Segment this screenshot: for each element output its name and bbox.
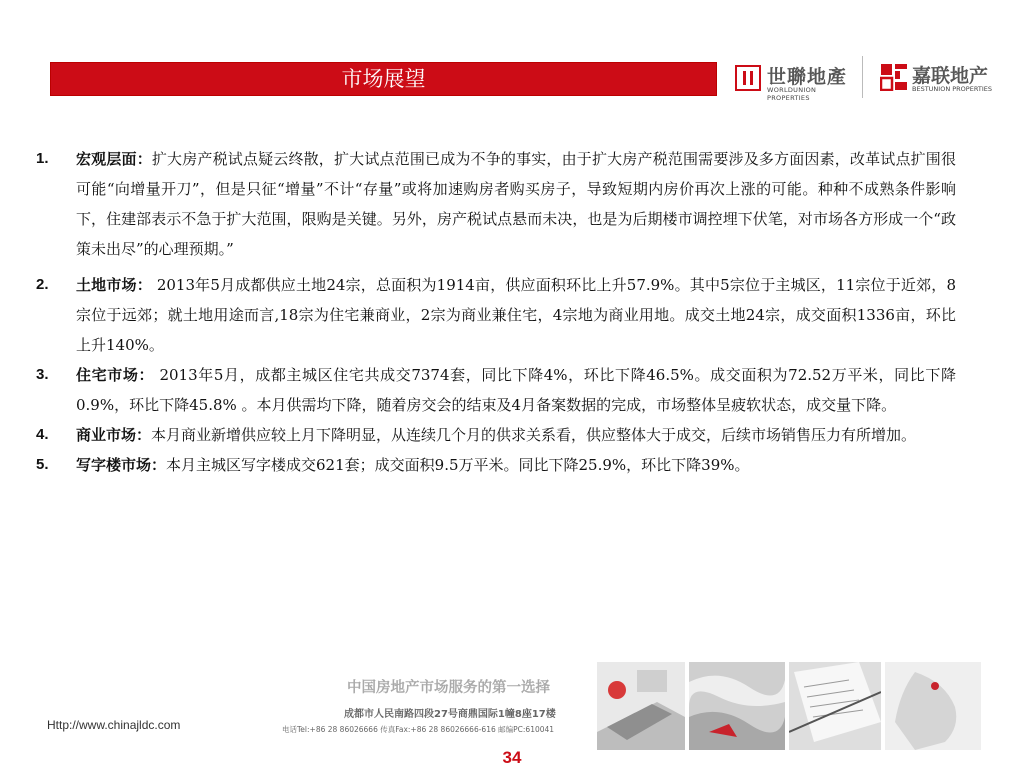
outlook-list xyxy=(36,144,956,480)
bestunion-logo-en: BESTUNION PROPERTIES xyxy=(912,85,992,93)
item-body: 本月商业新增供应较上月下降明显，从连续几个月的供求关系看，供应整体大于成交，后续市场销售压力有所增加。 xyxy=(151,426,917,444)
bestunion-logo-cn: 嘉联地产 xyxy=(912,65,989,87)
item-heading: 写字楼市场： xyxy=(76,456,167,474)
item-body: 2013年5月成都供应土地24宗，总面积为1914亩，供应面积环比上升57.9%。其中5宗位于主城区，11宗位于近郊，8宗位于远郊；就土地用途而言,18宗为住宅兼商业，2宗为商业兼住宅，4宗地为商业用地。成交土地24宗，成交面积1336亩，环比上升140%。 xyxy=(76,276,956,354)
item-heading: 住宅市场： xyxy=(76,366,155,384)
title-bar xyxy=(50,62,717,96)
footer-contact: 电话Tel:+86 28 86026666 传真Fax:+86 28 86026666-616 邮编PC:610041 xyxy=(282,725,555,734)
item-number: 1. xyxy=(36,150,49,167)
footer-slogan: 中国房地产市场服务的第一选择 xyxy=(347,680,550,696)
bestunion-logo xyxy=(880,62,996,96)
item-number: 4. xyxy=(36,426,49,443)
footer-url[interactable]: Http://www.chinajldc.com xyxy=(47,718,181,732)
item-heading: 宏观层面： xyxy=(76,150,152,168)
item-body: 扩大房产税试点疑云终散，扩大试点范围已成为不争的事实，由于扩大房产税范围需要涉及多方面因素，改革试点扩围很可能“向增量开刀”，但是只征“增量”不计“存量”或将加速购房者购买房子，导致短期内房价再次上涨的可能。种种不成熟条件影响下，住建部表示不急于扩大范围，限购是关键。另外，房产税试点悬而未决，也是为后期楼市调控埋下伏笔，对市场各方形成一个“政策未出尽”的心理预期。” xyxy=(76,150,956,258)
item-body: 本月主城区写字楼成交621套；成交面积9.5万平米。同比下降25.9%，环比下降39%。 xyxy=(166,456,750,474)
item-number: 3. xyxy=(36,366,49,383)
footer-photo-fabric xyxy=(689,662,785,750)
footer-photo-papers xyxy=(789,662,881,750)
item-number: 2. xyxy=(36,276,49,293)
item-heading: 土地市场： xyxy=(76,276,152,294)
footer-photo-laptop xyxy=(597,662,685,750)
list-item xyxy=(36,420,956,450)
item-body: 2013年5月，成都主城区住宅共成交7374套，同比下降4%，环比下降46.5%。成交面积为72.52万平米，同比下降0.9%，环比下降45.8% 。本月供需均下降，随着房交会的结束及4月备案数据的完成，市场整体呈疲软状态，成交量下降。 xyxy=(76,366,956,414)
page-number: 34 xyxy=(502,748,522,767)
page-title: 市场展望 xyxy=(341,67,426,91)
list-item xyxy=(36,144,956,264)
worldunion-logo-en: WORLDUNION PROPERTIES xyxy=(767,86,817,102)
item-heading: 商业市场： xyxy=(76,426,152,444)
worldunion-logo xyxy=(735,62,857,102)
footer-photo-hand xyxy=(885,662,981,750)
worldunion-logo-mark xyxy=(735,65,761,91)
worldunion-logo-cn: 世聯地產 xyxy=(767,66,848,88)
footer-address: 成都市人民南路四段27号商鼎国际1幢8座17楼 xyxy=(344,709,556,720)
list-item xyxy=(36,270,956,360)
logo-divider xyxy=(862,56,863,98)
list-item xyxy=(36,360,956,420)
list-item xyxy=(36,450,956,480)
item-number: 5. xyxy=(36,456,49,473)
bestunion-logo-mark xyxy=(880,63,908,91)
